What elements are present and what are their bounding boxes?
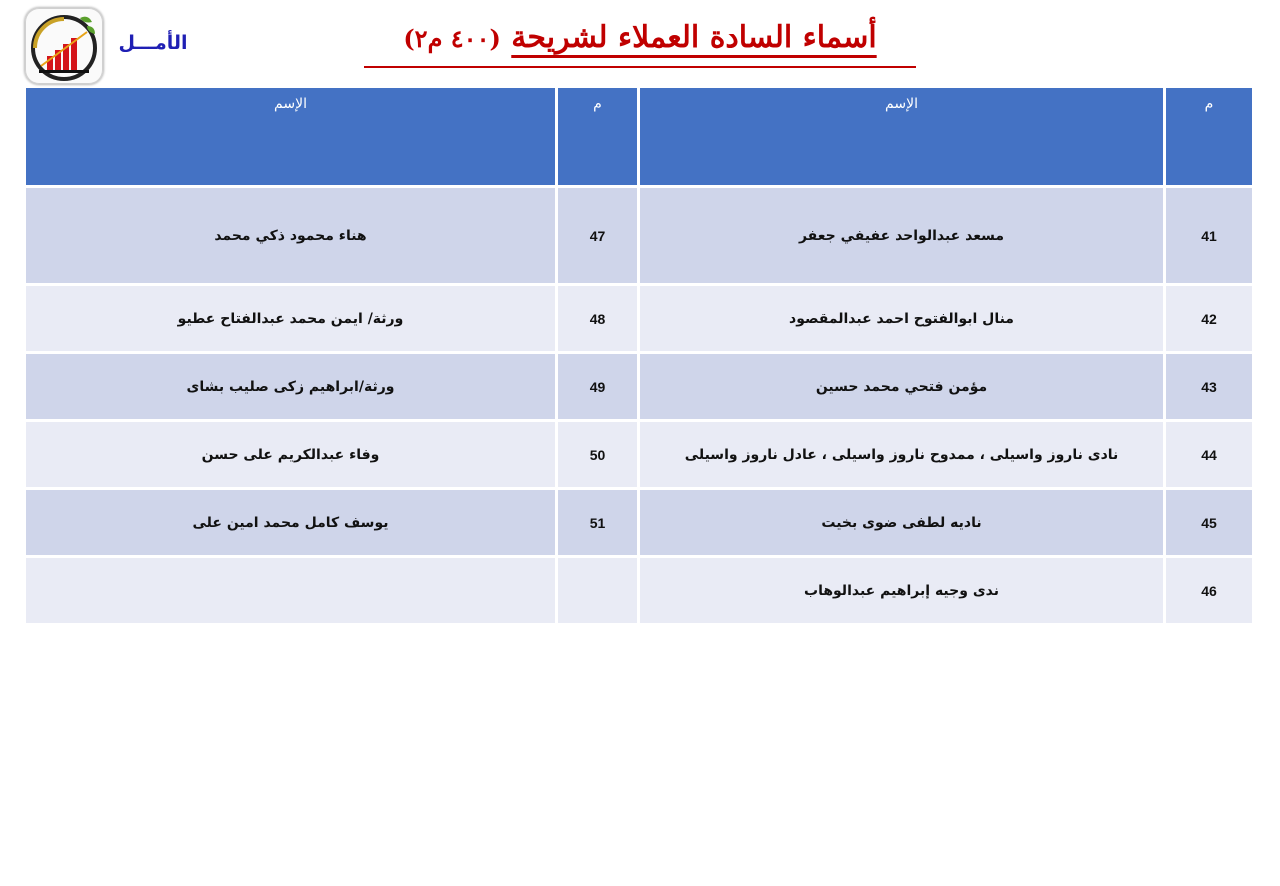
title-underline (364, 66, 916, 68)
row-number: 42 (1166, 286, 1252, 351)
customer-name: ورثة/ ايمن محمد عبدالفتاح عطيو (26, 286, 555, 351)
table-row (26, 354, 1252, 419)
customer-name: هناء محمود ذكي محمد (26, 188, 555, 283)
customer-name: ناديه لطفى ضوى بخيت (640, 490, 1163, 555)
title-main: أسماء السادة العملاء لشريحة (511, 20, 877, 55)
customer-name: يوسف كامل محمد امين على (26, 490, 555, 555)
page-title (360, 20, 920, 55)
row-number: 41 (1166, 188, 1252, 283)
company-logo (25, 8, 103, 84)
customer-name: مسعد عبدالواحد عفيفي جعفر (640, 188, 1163, 283)
customer-name: نادى ناروز واسيلى ، ممدوح ناروز واسيلى ، عادل ناروز واسيلى (640, 422, 1163, 487)
table-header-row (26, 88, 1252, 185)
column-header-name: الإسم (26, 88, 555, 185)
row-number: 48 (558, 286, 637, 351)
column-header-number: م (1166, 88, 1252, 185)
table-row (26, 558, 1252, 623)
row-number: 47 (558, 188, 637, 283)
table-row (26, 286, 1252, 351)
row-number: 43 (1166, 354, 1252, 419)
customer-name: ندى وجيه إبراهيم عبدالوهاب (640, 558, 1163, 623)
table-row (26, 490, 1252, 555)
customers-table (23, 85, 1255, 626)
row-number: 49 (558, 354, 637, 419)
table-row (26, 188, 1252, 283)
row-number (558, 558, 637, 623)
customer-name (26, 558, 555, 623)
row-number: 46 (1166, 558, 1252, 623)
table-row (26, 422, 1252, 487)
customer-name: منال ابوالفتوح احمد عبدالمقصود (640, 286, 1163, 351)
row-number: 45 (1166, 490, 1252, 555)
title-parenthetical: (٤٠٠ م٢) (403, 24, 501, 53)
row-number: 50 (558, 422, 637, 487)
customer-name: وفاء عبدالكريم على حسن (26, 422, 555, 487)
brand-name: الأمـــل (118, 32, 188, 54)
customer-name: ورثة/ابراهيم زكى صليب بشاى (26, 354, 555, 419)
row-number: 51 (558, 490, 637, 555)
column-header-number: م (558, 88, 637, 185)
row-number: 44 (1166, 422, 1252, 487)
customer-name: مؤمن فتحي محمد حسين (640, 354, 1163, 419)
column-header-name: الإسم (640, 88, 1163, 185)
